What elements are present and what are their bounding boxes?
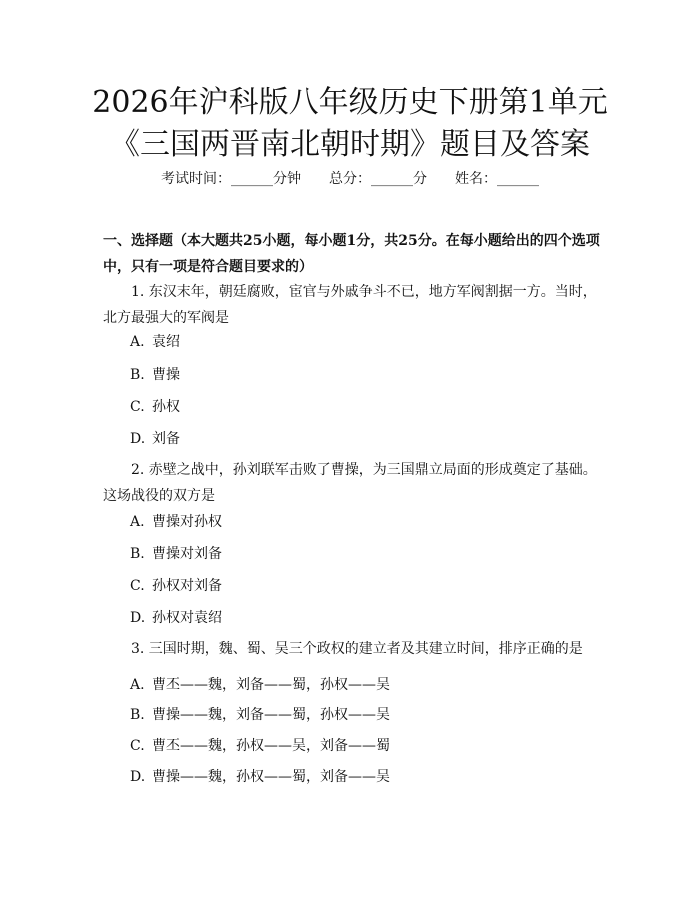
- question-2-option-b: [130, 545, 600, 563]
- question-3-option-c: [130, 737, 600, 755]
- question-1-option-c: [130, 398, 600, 416]
- option-text: 曹丕——魏，刘备——蜀，孙权——吴: [152, 677, 390, 693]
- option-text: 孙权对刘备: [152, 578, 222, 594]
- question-3-option-a: [130, 676, 600, 694]
- question-1-option-d: [130, 430, 600, 448]
- question-3-option-b: [130, 706, 600, 724]
- option-letter: D.: [130, 431, 146, 447]
- option-letter: C.: [130, 738, 145, 754]
- option-letter: A.: [130, 677, 145, 693]
- exam-info-line: 考试时间：______分钟 总分：______分 姓名：______: [161, 171, 539, 187]
- question-1-stem: 1. 东汉末年，朝廷腐败，宦官与外戚争斗不已，地方军阀割据一方。当时，北方最强大的军阀是: [103, 284, 597, 326]
- option-text: 曹操: [152, 367, 180, 383]
- option-letter: B.: [130, 707, 145, 723]
- option-text: 曹操对刘备: [152, 546, 222, 562]
- section-heading: 一、选择题（本大题共25小题，每小题1分，共25分。在每小题给出的四个选项中，只有一项是符合题目要求的）: [103, 233, 600, 275]
- option-letter: B.: [130, 546, 145, 562]
- option-text: 曹操对孙权: [152, 514, 222, 530]
- question-3-option-d: [130, 768, 600, 786]
- question-2-stem: 2. 赤壁之战中，孙刘联军击败了曹操，为三国鼎立局面的形成奠定了基础。这场战役的双方是: [103, 462, 597, 504]
- option-text: 曹操——魏，刘备——蜀，孙权——吴: [152, 707, 390, 723]
- option-text: 刘备: [152, 431, 180, 447]
- option-text: 孙权对袁绍: [152, 610, 222, 626]
- question-1-option-a: [130, 333, 600, 351]
- question-3-stem: 3. 三国时期，魏、蜀、吴三个政权的建立者及其建立时间，排序正确的是: [131, 641, 583, 657]
- option-text: 孙权: [152, 399, 180, 415]
- question-1-option-b: [130, 366, 600, 384]
- option-letter: D.: [130, 769, 146, 785]
- document-title: 2026年沪科版八年级历史下册第1单元《三国两晋南北朝时期》题目及答案: [92, 85, 608, 162]
- option-text: 曹操——魏，孙权——蜀，刘备——吴: [152, 769, 390, 785]
- option-letter: A.: [130, 334, 145, 350]
- question-2-option-a: [130, 513, 600, 531]
- option-text: 袁绍: [152, 334, 180, 350]
- option-letter: B.: [130, 367, 145, 383]
- option-letter: A.: [130, 514, 145, 530]
- option-letter: D.: [130, 610, 146, 626]
- question-2-option-c: [130, 577, 600, 595]
- option-letter: C.: [130, 399, 145, 415]
- option-text: 曹丕——魏，孙权——吴，刘备——蜀: [152, 738, 390, 754]
- option-letter: C.: [130, 578, 145, 594]
- question-2-option-d: [130, 609, 600, 627]
